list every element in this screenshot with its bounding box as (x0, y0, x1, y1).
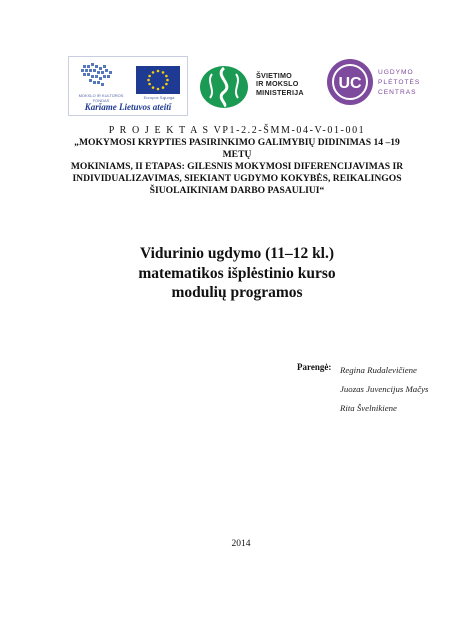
lithuania-map-icon (75, 61, 127, 91)
author-list (340, 361, 428, 418)
document-title: Vidurinio ugdymo (11–12 kl.) matematikos išplėstinio kurso modulių programos (138, 245, 336, 301)
project-block (60, 125, 414, 197)
esf-slogan: Karĭame Lietuvos ateitĭ (84, 102, 172, 112)
logo-strip (60, 50, 420, 118)
esf-small-text: MOKSLO IR KULTŪROS FONDAS (78, 93, 124, 103)
publication-year: 2014 (231, 539, 251, 549)
project-title: „MOKYMOSI KRYPTIES PASIRINKIMO GALIMYBIŲ DIDINIMAS 14 –19 METŲ MOKINIAMS, II ETAPAS: GILESNIS MOKYMOSI DIFERENCIJAVIMAS IR INDIVIDUALIZAVIMAS, SIEKIANT UGDYMO KOKYBĖS, REIKALINGOS ŠIUOLAIKINIAM DARBO PASAULIUI“ (70, 137, 404, 196)
upc-name: UGDYMO PLĖTOTĖS CENTRAS (378, 69, 421, 96)
compiled-by-label: Parengė: (297, 362, 332, 372)
author-name: Juozas Juvencijus Mačys (340, 384, 429, 394)
project-code: P R O J E K T A S VP1-2.2-ŠMM-04-V-01-001 (108, 125, 366, 136)
svg-text:UC: UC (338, 75, 362, 92)
ministry-name: ŠVIETIMO IR MOKSLO MINISTERIJA (256, 71, 304, 97)
author-name: Rita Švelnikiene (340, 403, 397, 413)
esf-logo (68, 56, 188, 116)
upc-emblem-icon (326, 58, 374, 106)
ministry-emblem-icon (198, 64, 250, 110)
eu-small-text: Europos Sąjunga (143, 95, 175, 100)
eu-flag-icon (136, 66, 180, 94)
author-name: Regina Rudalevičiene (340, 365, 417, 375)
